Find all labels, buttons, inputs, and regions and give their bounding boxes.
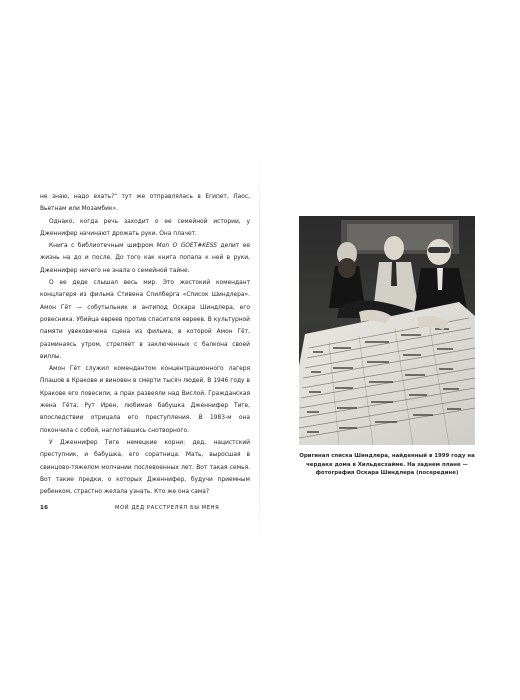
left-page-text: [40, 191, 250, 498]
photo-caption: Оригинал списка Шиндлера, найденный в 1999 году на чердаке дома в Хильдесхайме. На заднем плане — фотография Оскара Шиндлера (посередине): [299, 453, 475, 477]
paragraph-6: У Дженнифер Тиге немецкие корни: дед, нацистский преступник, и бабушка, его соратница. Мать, выросшая в свинцово-тяжелом молчании послевоенных лет. Вот такая семья. Вот такие предки, о которых Дженнифер, будучи приемным ребенком, страстно желала узнать. Кто же она сама?: [40, 439, 250, 496]
paragraph-2: Однако, когда речь заходит о ее семейной истории, у Дженнифер начинают дрожать руки. Она плачет.: [40, 218, 250, 237]
paragraph-3-pre: Книга с библиотечным шифром: [49, 243, 157, 250]
paragraph-3-post: делит ее жизнь на до и после. До того как книга попала к ней в руки, Дженнифер ничего не знала о семейной тайне.: [40, 243, 250, 274]
paragraph-1: не знаю, надо ехать?" тут же отправлялась в Египет, Лаос, Вьетнам или Мозамбик».: [40, 194, 250, 213]
paragraph-5: Амон Гёт служил комендантом концентрационного лагеря Плашов в Кракове и виновен в смерти тысяч людей. В 1946 году в Кракове его повесили, а прах развеяли над Вислой. Гражданская жена Гёта, Рут Ирен, любимая бабушка Дженнифер Тиге, впоследствии отрицала его преступления. В 1983-м она покончила с собой, наглотавшись снотворного.: [40, 366, 250, 434]
paragraph-3: [40, 240, 250, 277]
archival-photo: [299, 216, 475, 445]
page-number: 16: [40, 505, 49, 511]
paragraph-4: О ее деде слышал весь мир. Это жестокий комендант концлагеря из фильма Стивена Спилберга «Список Шиндлера». Амон Гёт — собутыльник и антипод Оскара Шиндлера, его ровесника. Убийца евреев против спасителя евреев. В культурной памяти увековечена сцена из фильма, в которой Амон Гёт, разминаясь утром, стреляет в заключенных с балкона своей виллы.: [40, 280, 250, 360]
page-gutter: [259, 155, 260, 545]
running-head: МОЙ ДЕД РАССТРЕЛЯЛ БЫ МЕНЯ: [115, 505, 220, 511]
library-code: Mon O GOET#KESS: [156, 243, 218, 250]
photo-image: [299, 216, 475, 445]
